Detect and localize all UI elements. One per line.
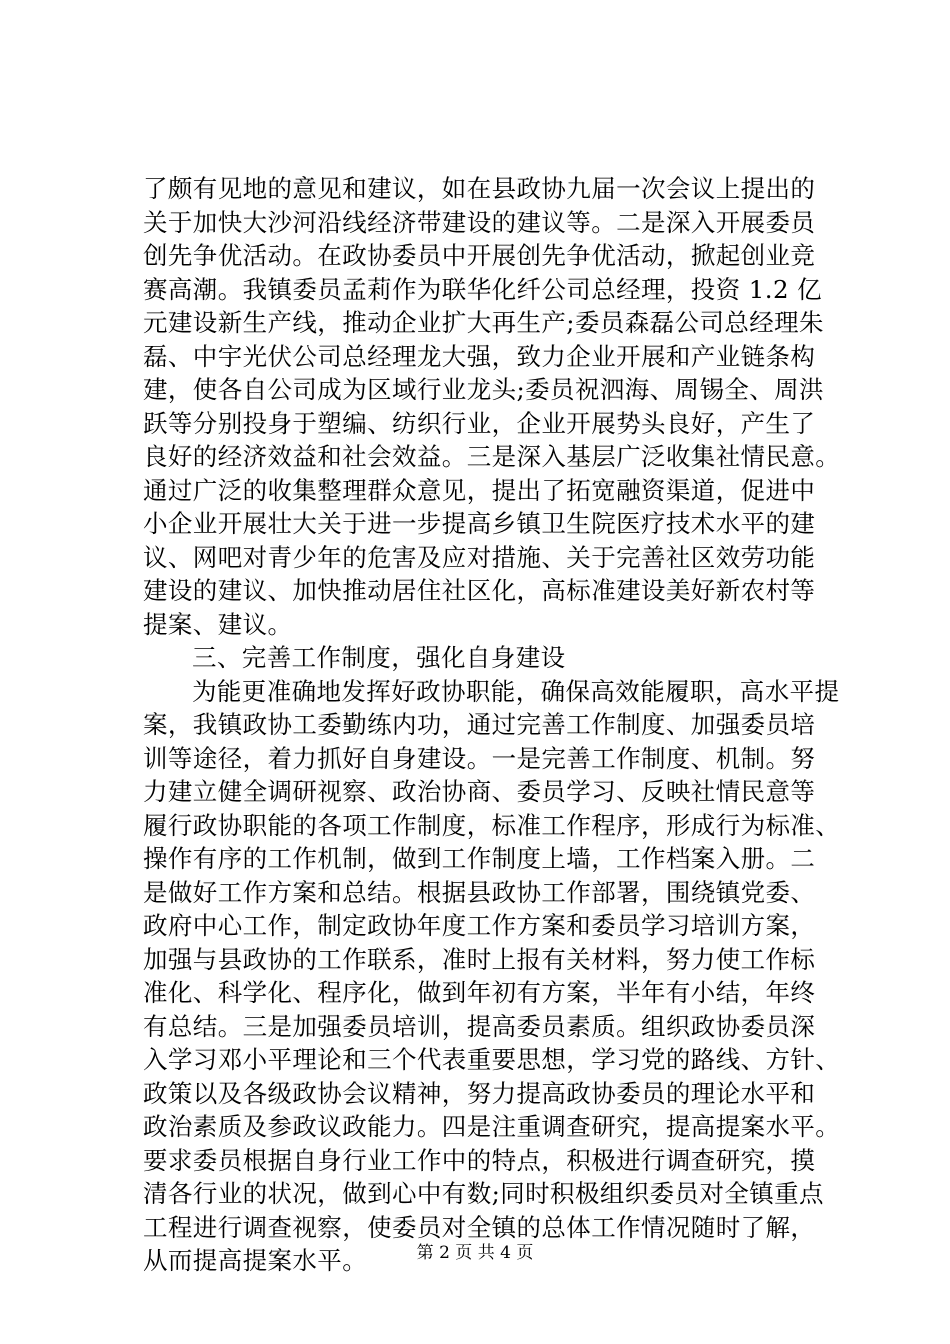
text-line: 创先争优活动。在政协委员中开展创先争优活动，掀起创业竞: [143, 241, 816, 270]
text-line: 准化、科学化、程序化，做到年初有方案，半年有小结，年终: [143, 978, 816, 1007]
text-line: 关于加快大沙河沿线经济带建设的建议等。二是深入开展委员: [143, 207, 816, 237]
text-line: 训等途径，着力抓好自身建设。一是完善工作制度、机制。努: [143, 743, 816, 773]
text-line: 建，使各自公司成为区域行业龙头;委员祝泗海、周锡全、周洪: [143, 375, 824, 404]
text-line: 跃等分别投身于塑编、纺织行业，企业开展势头良好，产生了: [143, 408, 816, 438]
text-line: 赛高潮。我镇委员孟莉作为联华化纤公司总经理，投资 1.2 亿: [143, 274, 823, 304]
text-line: 政治素质及参政议政能力。四是注重调查研究，提高提案水平。: [143, 1112, 841, 1141]
text-line: 力建立健全调研视察、政治协商、委员学习、反映社情民意等: [143, 777, 816, 806]
text-line: 磊、中宇光伏公司总经理龙大强，致力企业开展和产业链条构: [143, 341, 816, 371]
document-body: [143, 172, 863, 1278]
page-number-footer: 第 2 页 共 4 页: [416, 1243, 534, 1263]
text-line: 政策以及各级政协会议精神，努力提高政协委员的理论水平和: [143, 1078, 816, 1108]
text-line: 通过广泛的收集整理群众意见，提出了拓宽融资渠道，促进中: [143, 475, 816, 505]
text-line: 入学习邓小平理论和三个代表重要思想，学习党的路线、方针、: [143, 1045, 841, 1074]
text-line: 加强与县政协的工作联系，准时上报有关材料，努力使工作标: [143, 944, 816, 974]
text-line: 工程进行调查视察，使委员对全镇的总体工作情况随时了解，: [143, 1212, 816, 1242]
text-line: 操作有序的工作机制，做到工作制度上墙，工作档案入册。二: [143, 844, 816, 873]
text-line: 案，我镇政协工委勤练内功，通过完善工作制度、加强委员培: [143, 710, 816, 739]
text-line: 议、网吧对青少年的危害及应对措施、关于完善社区效劳功能: [143, 542, 816, 572]
text-line: 履行政协职能的各项工作制度，标准工作程序，形成行为标准、: [143, 810, 841, 840]
text-line: 为能更准确地发挥好政协职能，确保高效能履职，高水平提: [192, 676, 840, 706]
text-line: 政府中心工作，制定政协年度工作方案和委员学习培训方案，: [143, 911, 816, 940]
section-heading: 三、完善工作制度，强化自身建设: [192, 643, 566, 672]
text-line: 小企业开展壮大关于进一步提高乡镇卫生院医疗技术水平的建: [143, 509, 816, 538]
text-line: 清各行业的状况，做到心中有数;同时积极组织委员对全镇重点: [143, 1179, 824, 1208]
text-line: 提案、建议。: [143, 609, 293, 639]
text-line: 了颇有见地的意见和建议，如在县政协九届一次会议上提出的: [143, 174, 816, 203]
text-line: 元建设新生产线，推动企业扩大再生产;委员森磊公司总经理朱: [143, 308, 824, 337]
text-line: 是做好工作方案和总结。根据县政协工作部署，围绕镇党委、: [143, 877, 816, 907]
text-line: 建设的建议、加快推动居住社区化，高标准建设美好新农村等: [143, 576, 816, 605]
text-line: 要求委员根据自身行业工作中的特点，积极进行调查研究，摸: [143, 1145, 816, 1175]
text-line: 有总结。三是加强委员培训，提高委员素质。组织政协委员深: [143, 1011, 816, 1041]
text-line: 从而提高提案水平。: [143, 1246, 368, 1275]
text-line: 良好的经济效益和社会效益。三是深入基层广泛收集社情民意。: [143, 442, 841, 471]
